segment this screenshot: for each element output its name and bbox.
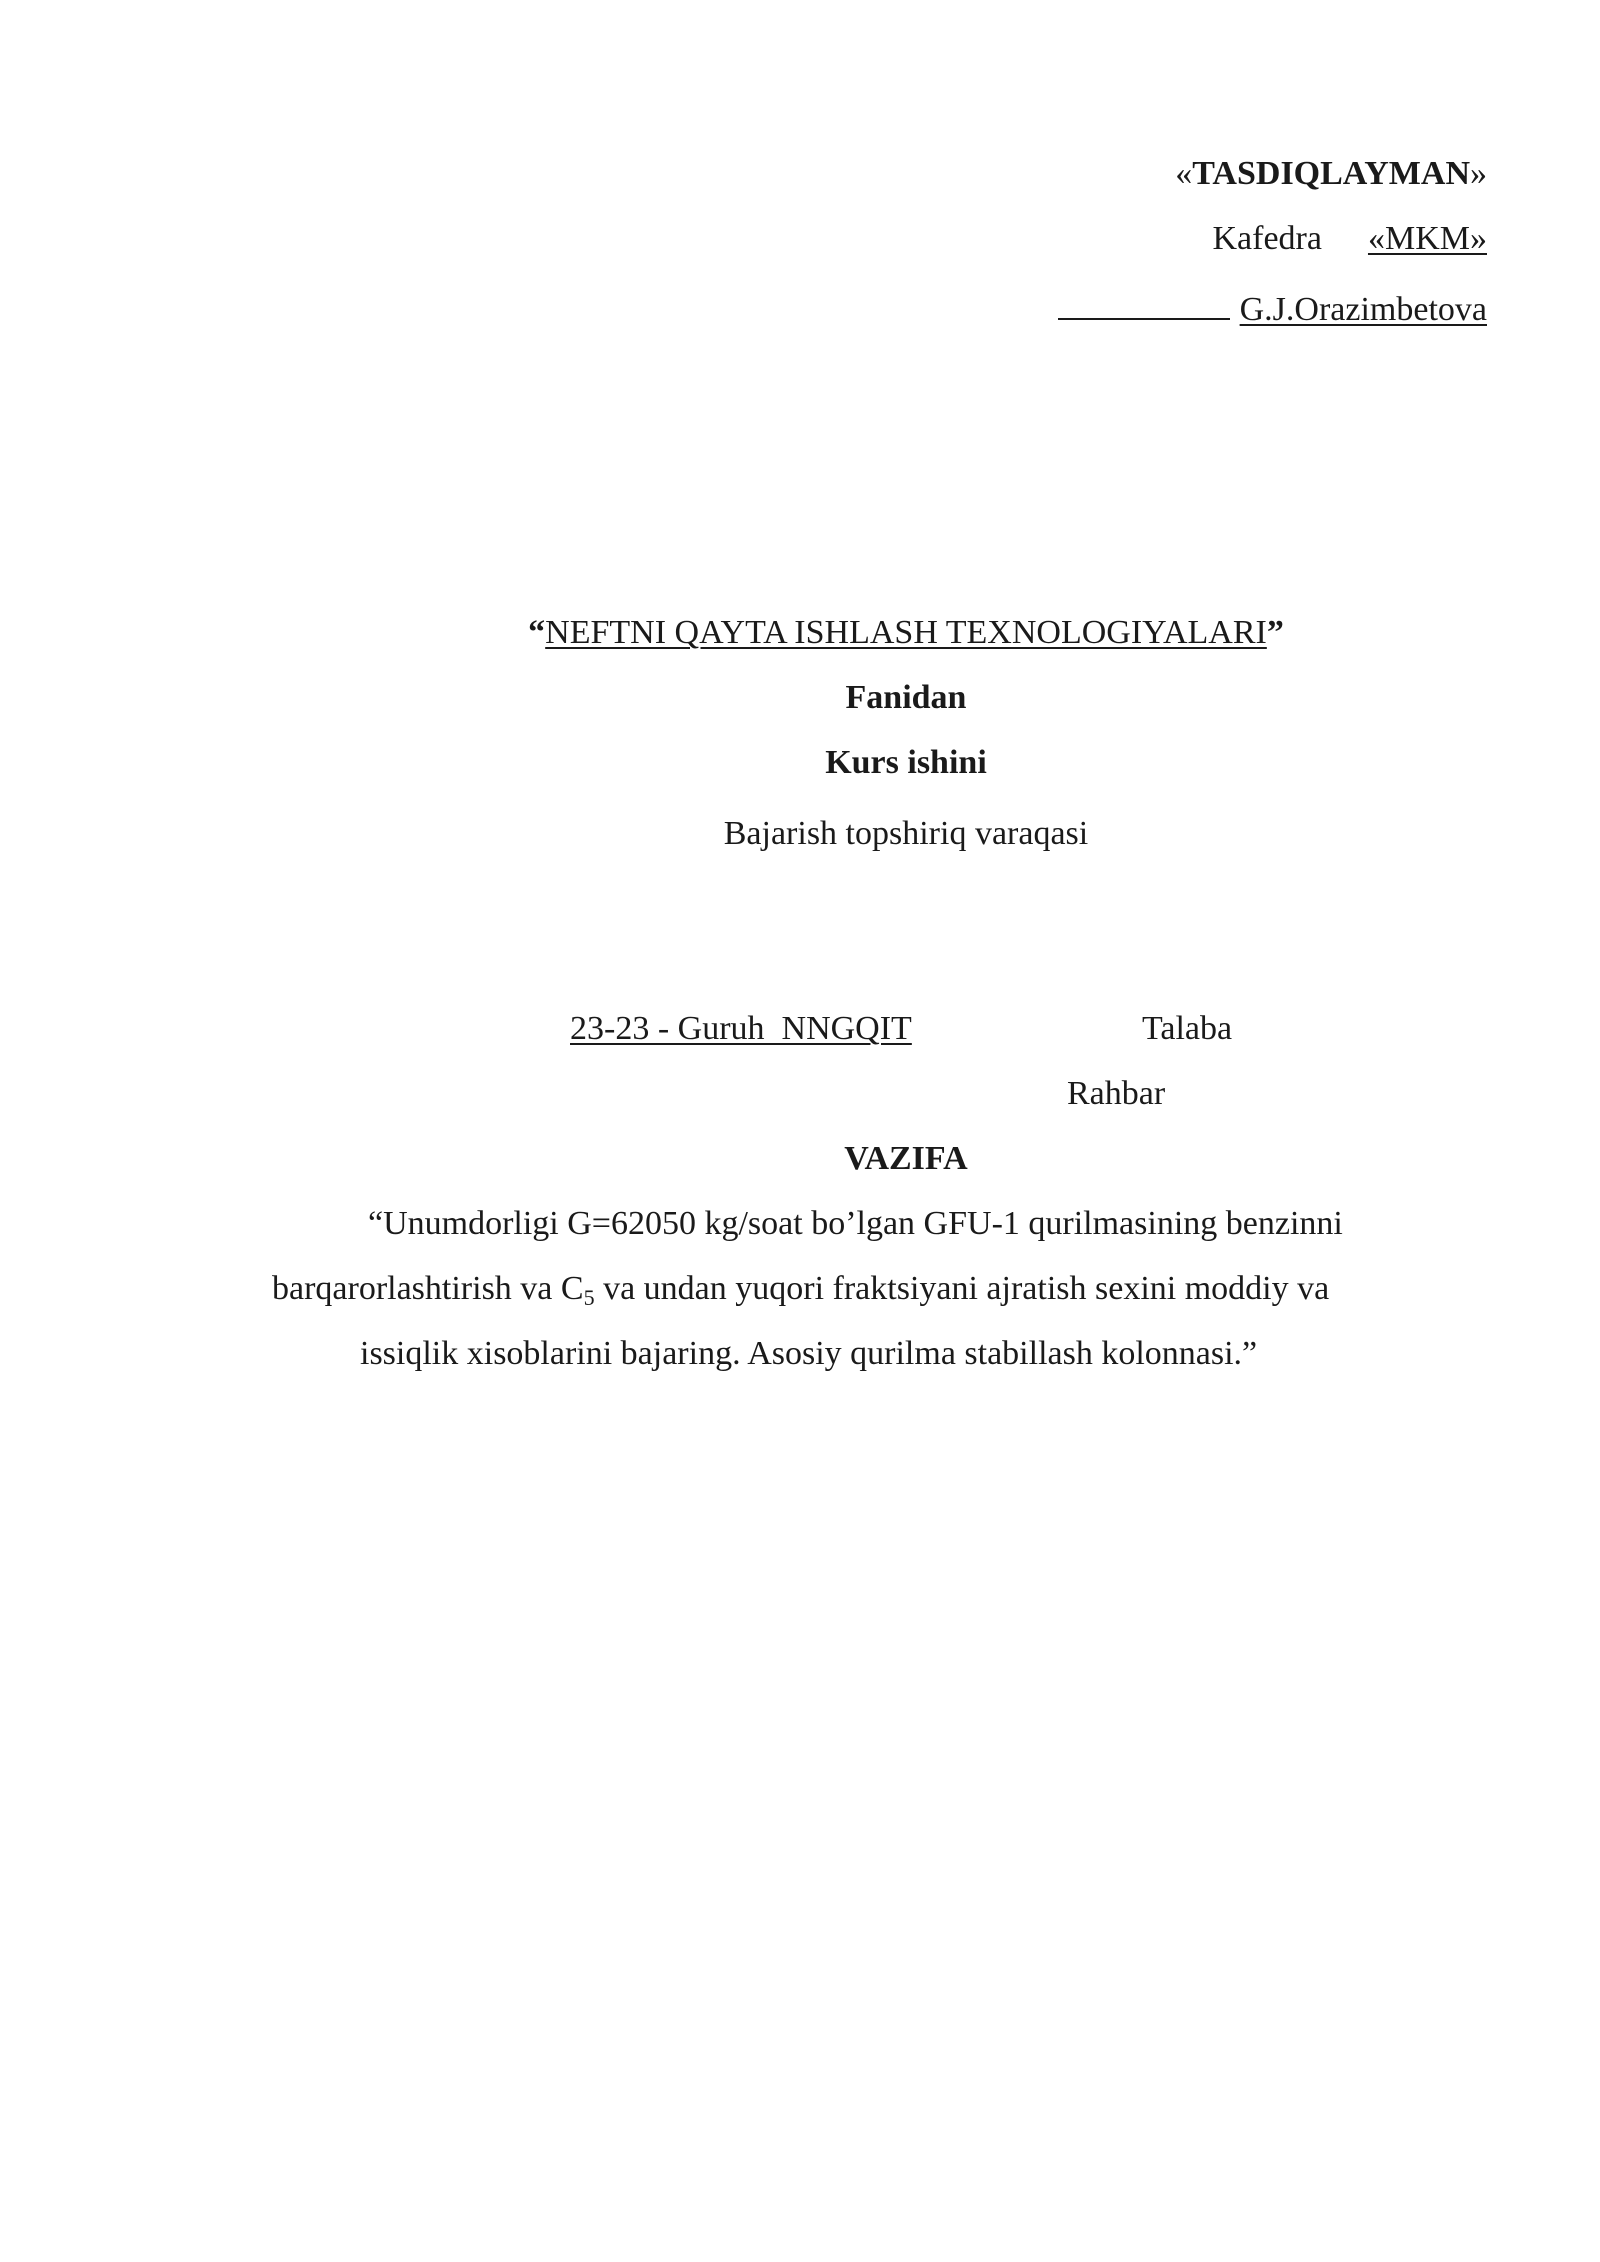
task-line-1: “Unumdorligi G=62050 kg/soat bo’lgan GFU-1 qurilmasining benzinni <box>368 1205 1343 1242</box>
signer-line <box>1058 288 1487 327</box>
subject-close-quote: ” <box>1266 614 1284 651</box>
subject-title <box>0 616 1600 650</box>
task-line-2-part-a: barqarorlashtirish va C <box>272 1270 584 1307</box>
kurs-label: Kurs ishini <box>825 744 987 781</box>
group-label: 23-23 - Guruh NNGQIT <box>570 1010 912 1047</box>
task-line-2-part-b: va undan yuqori fraktsiyani ajratish sexini moddiy va <box>594 1270 1330 1307</box>
signer-name: G.J.Orazimbetova <box>1239 291 1487 328</box>
task-line-2-subscript: 5 <box>583 1285 595 1310</box>
kafedra-line <box>1212 222 1487 256</box>
task-line-2 <box>272 1270 1330 1310</box>
approval-title-text: TASDIQLAYMAN <box>1192 155 1470 192</box>
subject-open-quote: “ <box>528 614 546 651</box>
fanidan-label: Fanidan <box>845 679 967 716</box>
rahbar-label: Rahbar <box>1067 1075 1166 1112</box>
task-title: VAZIFA <box>844 1140 968 1177</box>
approval-title <box>1175 157 1487 191</box>
subject-name: NEFTNI QAYTA ISHLASH TEXNOLOGIYALARI <box>545 614 1267 651</box>
approval-title-open: « <box>1175 155 1193 192</box>
task-line-3: issiqlik xisoblarini bajaring. Asosiy qurilma stabillash kolonnasi.” <box>360 1335 1258 1372</box>
bajarish-label: Bajarish topshiriq varaqasi <box>723 815 1089 852</box>
kafedra-name: «MKM» <box>1367 220 1487 257</box>
kafedra-label: Kafedra <box>1212 220 1322 257</box>
signature-blank <box>1058 288 1230 320</box>
talaba-label: Talaba <box>1142 1010 1233 1047</box>
approval-title-close: » <box>1470 155 1487 192</box>
